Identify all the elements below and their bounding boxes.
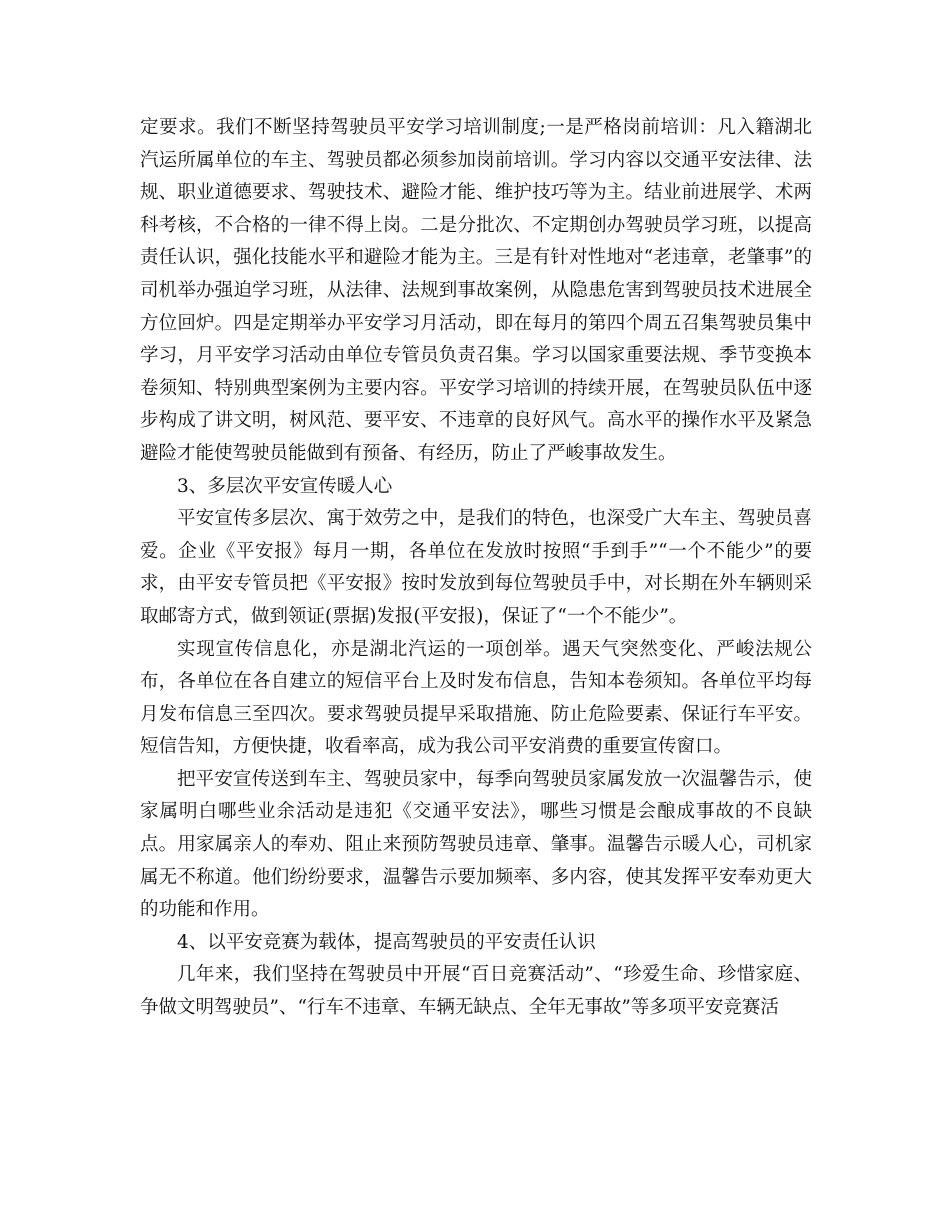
document-body	[140, 112, 812, 1025]
paragraph-sms-notice: 实现宣传信息化，亦是湖北汽运的一项创举。遇天气突然变化、严峻法规公布，各单位在各自建立的短信平台上及时发布信息，告知本卷须知。各单位平均每月发布信息三至四次。要求驾驶员提早采取措施、防止危险要素、保证行车平安。短信告知，方便快捷，收看率高，成为我公司平安消费的重要宣传窗口。	[140, 638, 812, 758]
heading-safety-publicity: 3、多层次平安宣传暖人心	[177, 475, 393, 497]
paragraph-competition-activities: 几年来，我们坚持在驾驶员中开展“百日竞赛活动”、“珍爱生命、珍惜家庭、争做文明驾驶员”、“行车不违章、车辆无缺点、全年无事故”等多项平安竞赛活	[140, 964, 812, 1019]
paragraph-family-notice: 把平安宣传送到车主、驾驶员家中，每季向驾驶员家属发放一次温馨告示，使家属明白哪些业余活动是违犯《交通平安法》，哪些习惯是会酿成事故的不良缺点。用家属亲人的奉劝、阻止来预防驾驶员违章、肇事。温馨告示暖人心，司机家属无不称道。他们纷纷要求，温馨告示要加频率、多内容，使其发挥平安奉劝更大的功能和作用。	[140, 768, 812, 921]
paragraph-safety-newspaper: 平安宣传多层次、寓于效劳之中，是我们的特色，也深受广大车主、驾驶员喜爱。企业《平安报》每月一期，各单位在发放时按照“手到手”“一个不能少”的要求，由平安专管员把《平安报》按时发放到每位驾驶员手中，对长期在外车辆则采取邮寄方式，做到领证(票据)发报(平安报)，保证了“一个不能少”。	[140, 508, 812, 627]
heading-safety-competition: 4、以平安竞赛为载体，提高驾驶员的平安责任认识	[177, 931, 596, 953]
paragraph-driver-training: 定要求。我们不断坚持驾驶员平安学习培训制度;一是严格岗前培训：凡入籍湖北汽运所属单位的车主、驾驶员都必须参加岗前培训。学习内容以交通平安法律、法规、职业道德要求、驾驶技术、避险才能、维护技巧等为主。结业前进展学、术两科考核，不合格的一律不得上岗。二是分批次、不定期创办驾驶员学习班，以提高责任认识，强化技能水平和避险才能为主。三是有针对性地对“老违章，老肇事”的司机举办强迫学习班，从法律、法规到事故案例，从隐患危害到驾驶员技术进展全方位回炉。四是定期举办平安学习月活动，即在每月的第四个周五召集驾驶员集中学习，月平安学习活动由单位专管员负责召集。学习以国家重要法规、季节变换本卷须知、特别典型案例为主要内容。平安学习培训的持续开展，在驾驶员队伍中逐步构成了讲文明，树风范、要平安、不违章的良好风气。高水平的操作水平及紧急避险才能使驾驶员能做到有预备、有经历，防止了严峻事故发生。	[140, 117, 812, 464]
